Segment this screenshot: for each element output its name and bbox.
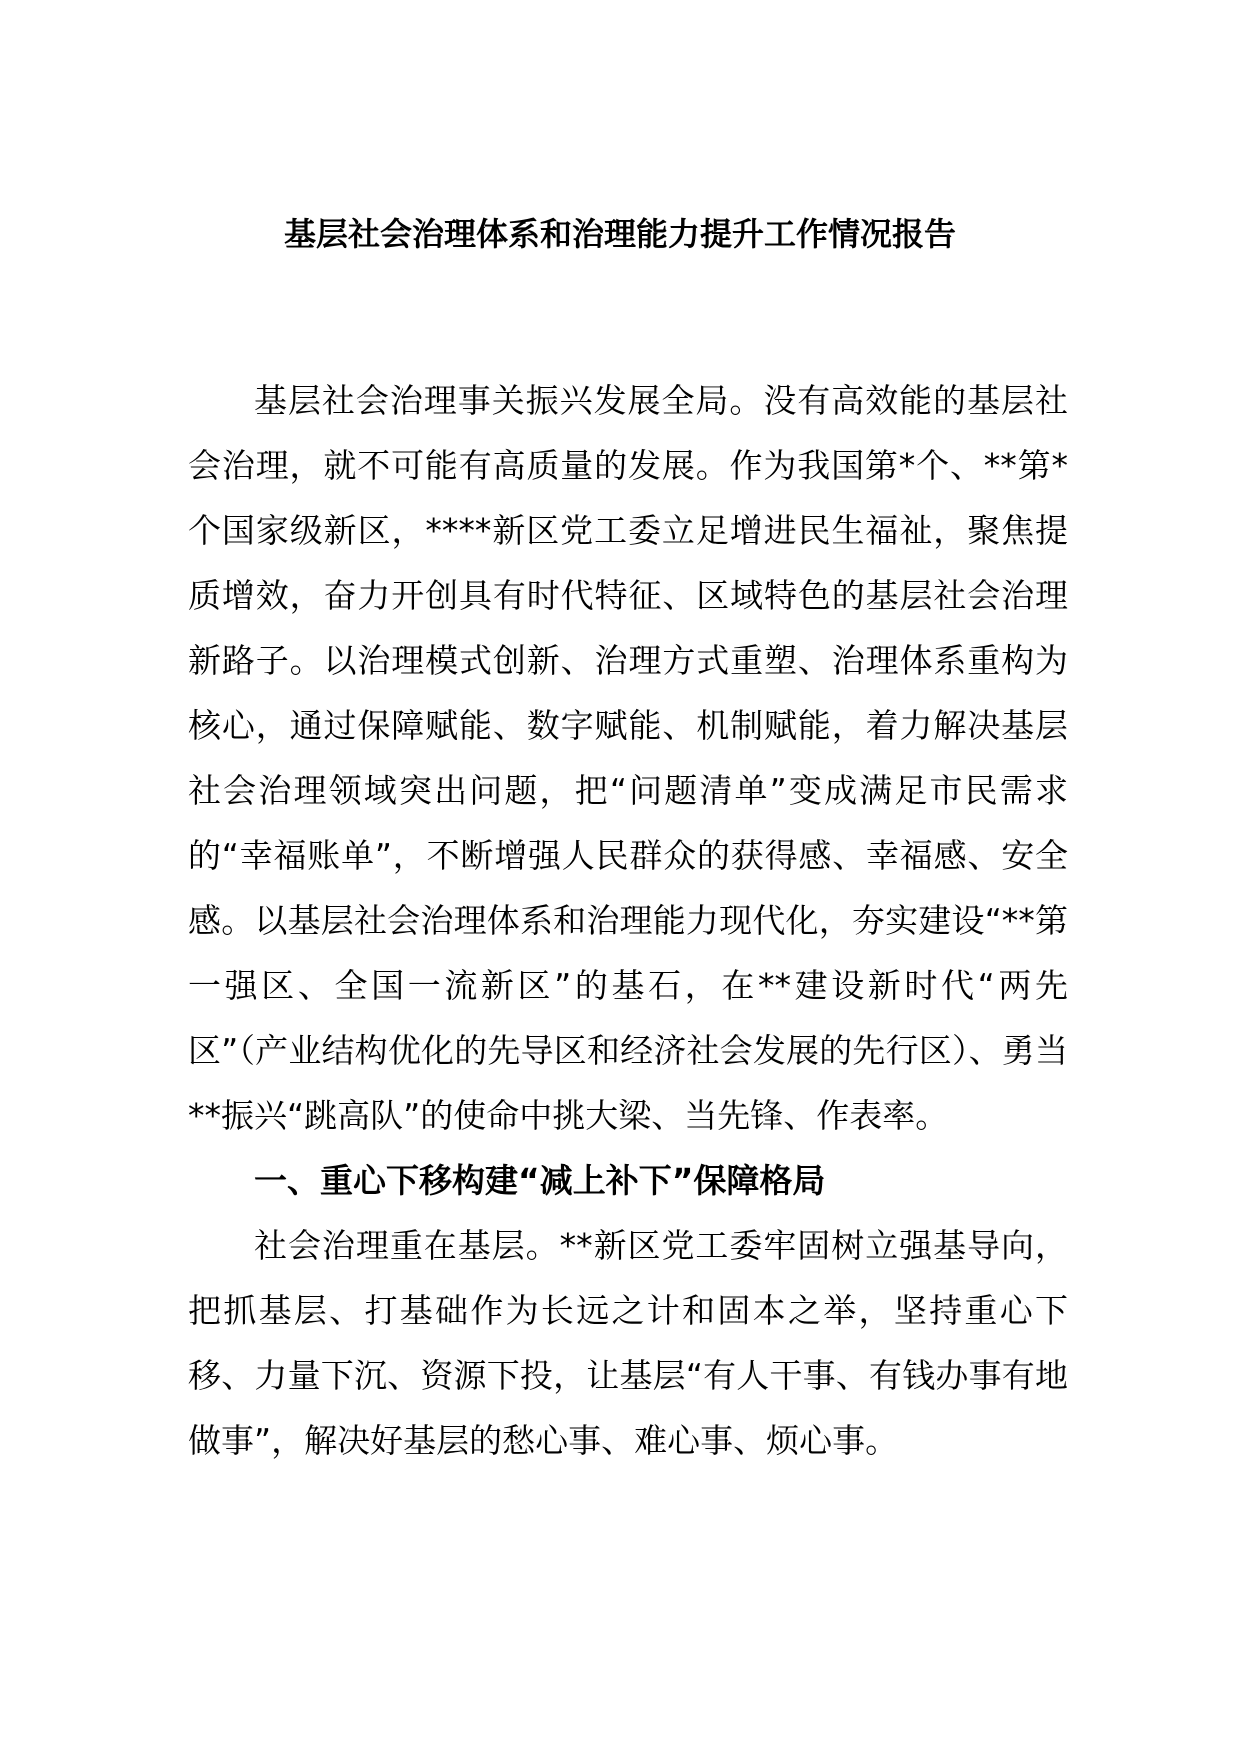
section-1-heading: 一、重心下移构建“减上补下”保障格局 xyxy=(254,1161,826,1200)
document-body xyxy=(188,368,1068,1473)
document-title: 基层社会治理体系和治理能力提升工作情况报告 xyxy=(283,215,956,253)
section-1-paragraph: 社会治理重在基层。**新区党工委牢固树立强基导向，把抓基层、打基础作为长远之计和固本之举，坚持重心下移、力量下沉、资源下投，让基层“有人干事、有钱办事有地做事”，解决好基层的愁心事、难心事、烦心事。 xyxy=(188,1226,1068,1460)
intro-paragraph: 基层社会治理事关振兴发展全局。没有高效能的基层社会治理，就不可能有高质量的发展。作为我国第*个、**第*个国家级新区，****新区党工委立足增进民生福祉，聚焦提质增效，奋力开创具有时代特征、区域特色的基层社会治理新路子。以治理模式创新、治理方式重塑、治理体系重构为核心，通过保障赋能、数字赋能、机制赋能，着力解决基层社会治理领域突出问题，把“问题清单”变成满足市民需求的“幸福账单”，不断增强人民群众的获得感、幸福感、安全感。以基层社会治理体系和治理能力现代化，夯实建设“**第一强区、全国一流新区”的基石，在**建设新时代“两先区”（产业结构优化的先导区和经济社会发展的先行区）、勇当**振兴“跳高队”的使命中挑大梁、当先锋、作表率。 xyxy=(188,381,1068,1135)
